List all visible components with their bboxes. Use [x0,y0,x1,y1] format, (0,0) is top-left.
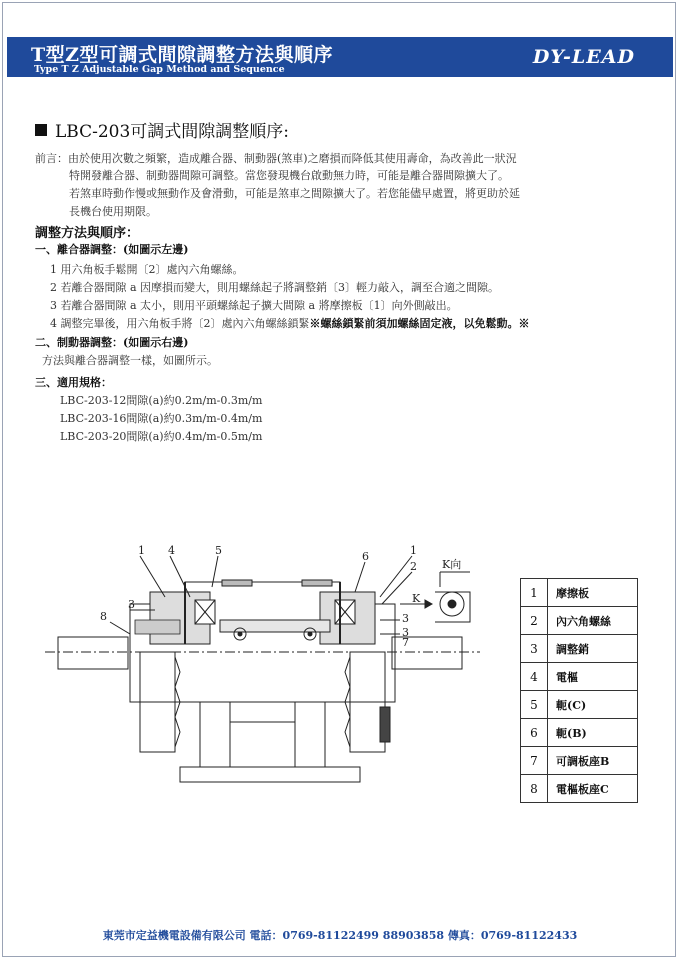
page-subtitle: Type T Z Adjustable Gap Method and Sequence [34,64,285,75]
brake-title: 二、制動器調整：(如圖示右邊) [35,336,189,349]
callout-3-left: 3 [128,598,135,611]
brand-logo: DY-LEAD [532,46,635,68]
clutch-step-4-warning: ※螺絲鎖緊前須加螺絲固定液，以免鬆動。※ [309,317,530,330]
table-row: 1 摩擦板 [521,579,638,607]
clutch-step-2: 2 若離合器間隙 a 因摩損而變大，則用螺絲起子將調整銷〔3〕輕力敲入，調至合適之間隙。 [50,281,500,294]
table-row: 4 電樞 [521,663,638,691]
spec-item: LBC-203-20間隙(a)約0.4m/m-0.5m/m [60,430,263,443]
callout-5: 5 [215,544,222,557]
preface-line-3: 若煞車時動作慢或無動作及會滑動，可能是煞車之間隙擴大了。若您能儘早處置，將更助於延 [69,187,520,200]
callout-1-left: 1 [138,544,145,557]
left-shaft [58,637,128,669]
callout-8: 8 [100,610,107,623]
clutch-step-3: 3 若離合器間隙 a 太小，則用平頭螺絲起子擴大間隙 a 將摩擦板〔1〕向外側敲出。 [50,299,458,312]
callout-7: 7 [402,636,409,649]
callout-k: K [412,592,421,605]
method-title: 調整方法與順序： [35,226,140,241]
preface-line-2: 特開發離合器、制動器間隙可調整。當您發現機台啟動無力時，可能是離合器間隙擴大了。 [69,169,509,182]
callout-6: 6 [362,550,369,563]
spec-item: LBC-203-12間隙(a)約0.2m/m-0.3m/m [60,394,263,407]
clutch-step-4 [50,316,530,332]
table-row: 7 可調板座B [521,747,638,775]
callout-4: 4 [168,544,175,557]
preface-line-4: 長機台使用期限。 [69,205,157,218]
clutch-step-4-text: 4 調整完畢後，用六角板手將〔2〕處內六角螺絲鎖緊 [50,317,310,330]
table-row: 5 軛(C) [521,691,638,719]
table-row: 8 電樞板座C [521,775,638,803]
callout-3-right-lower: 3 [402,626,409,639]
company-footer: 東莞市定益機電設備有限公司 電話：0769-81122499 88903858 傳真：0769-81122433 [102,929,578,942]
header-bar [7,37,673,77]
page-title: T型Z型可調式間隙調整方法與順序 [31,44,334,66]
section-title [35,117,289,142]
clutch-title: 一、離合器調整：(如圖示左邊) [35,243,189,256]
square-bullet-icon [35,124,47,136]
clutch-brake-drawing [40,542,490,802]
k-view-label: K向 [442,558,462,571]
clutch-step-1: 1 用六角板手鬆開〔2〕處內六角螺絲。 [50,263,244,276]
spec-item: LBC-203-16間隙(a)約0.3m/m-0.4m/m [60,412,263,425]
spec-title: 三、適用規格： [35,376,112,389]
table-row: 6 軛(B) [521,719,638,747]
brake-text: 方法與離合器調整一樣，如圖所示。 [42,354,218,367]
table-row: 3 調整銷 [521,635,638,663]
parts-table [520,578,638,803]
callout-1-right: 1 [410,544,417,557]
callout-3-right: 3 [402,612,409,625]
table-row: 2 內六角螺絲 [521,607,638,635]
base-plate [180,767,360,782]
section-title-text: LBC-203可調式間隙調整順序: [55,122,290,142]
callout-2: 2 [410,560,417,573]
preface-line-1: 前言：由於使用次數之頻繁，造成離合器、制動器(煞車)之磨損而降低其使用壽命，為改善此一狀況 [35,152,517,165]
page-border [2,2,676,957]
